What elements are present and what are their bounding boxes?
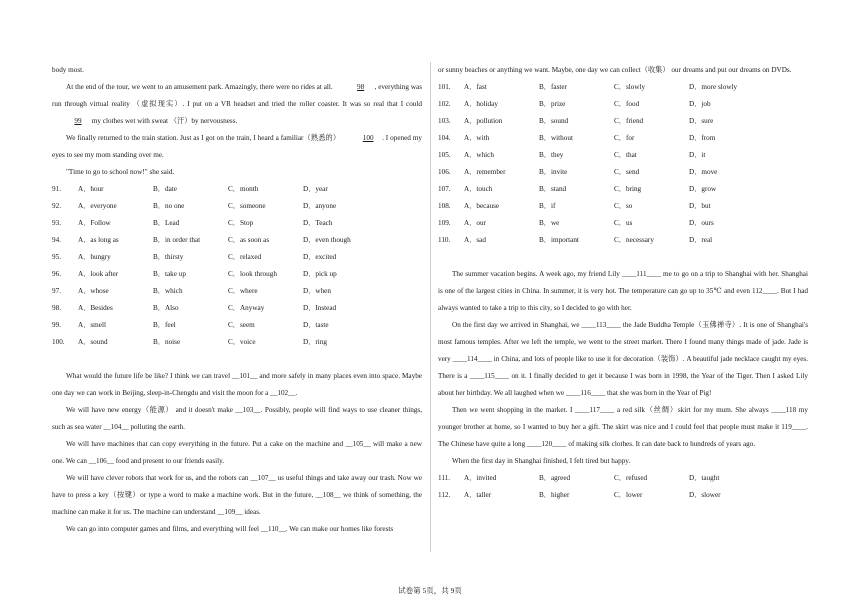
question-number: 105.	[438, 151, 451, 159]
option-c[interactable]: C．relaxed	[228, 253, 262, 261]
question-number: 107.	[438, 185, 451, 193]
option-row	[52, 334, 422, 351]
option-c[interactable]: C．month	[228, 185, 259, 193]
question-number: 98.	[52, 304, 61, 312]
option-row	[438, 79, 808, 96]
option-b[interactable]: B．stand	[539, 185, 567, 193]
option-a[interactable]: A．hour	[78, 185, 104, 193]
option-a[interactable]: A．sad	[464, 236, 486, 244]
passage-continuation: body most.	[52, 66, 84, 74]
option-d[interactable]: D．taste	[303, 321, 329, 329]
option-a[interactable]: A．fast	[464, 83, 487, 91]
option-c[interactable]: C．slowly	[614, 83, 646, 91]
question-number: 111.	[438, 474, 451, 482]
option-c[interactable]: C．necessary	[614, 236, 654, 244]
option-row	[52, 317, 422, 334]
option-b[interactable]: B．important	[539, 236, 579, 244]
option-row	[438, 96, 808, 113]
question-number: 96.	[52, 270, 61, 278]
option-b[interactable]: B．they	[539, 151, 564, 159]
option-row	[52, 198, 422, 215]
option-row	[52, 266, 422, 283]
option-row	[52, 215, 422, 232]
option-row	[438, 487, 808, 504]
option-d[interactable]: D．more slowly	[689, 83, 738, 91]
option-a[interactable]: A．hungry	[78, 253, 111, 261]
option-d[interactable]: D．taught	[689, 474, 720, 482]
question-number: 97.	[52, 287, 61, 295]
passage-paragraph: When the first day in Shanghai finished, I felt tired but happy.	[452, 457, 631, 465]
option-row	[438, 198, 808, 215]
option-a[interactable]: A．sound	[78, 338, 108, 346]
option-a[interactable]: A．as long as	[78, 236, 119, 244]
option-c[interactable]: C．bring	[614, 185, 642, 193]
option-row	[52, 232, 422, 249]
option-row	[52, 249, 422, 266]
option-b[interactable]: B．invite	[539, 168, 568, 176]
option-a[interactable]: A．because	[464, 202, 500, 210]
question-number: 95.	[52, 253, 61, 261]
option-d[interactable]: D．from	[689, 134, 716, 142]
option-a[interactable]: A．Follow	[78, 219, 111, 227]
option-b[interactable]: B．faster	[539, 83, 567, 91]
question-number: 103.	[438, 117, 451, 125]
option-c[interactable]: C．seem	[228, 321, 255, 329]
blank-98[interactable]: 98	[357, 83, 365, 91]
option-row	[438, 113, 808, 130]
option-d[interactable]: D．Teach	[303, 219, 333, 227]
options-list	[438, 79, 808, 249]
question-number: 94.	[52, 236, 61, 244]
question-number: 104.	[438, 134, 451, 142]
option-a[interactable]: A．everyone	[78, 202, 117, 210]
passage-future-life	[52, 368, 422, 538]
option-b[interactable]: B．Lead	[153, 219, 180, 227]
option-row	[438, 164, 808, 181]
option-b[interactable]: B．we	[539, 219, 560, 227]
question-number: 110.	[438, 236, 451, 244]
option-c[interactable]: C．friend	[614, 117, 644, 125]
passage-shanghai-trip	[438, 266, 808, 470]
option-d[interactable]: D．when	[303, 287, 331, 295]
option-d[interactable]: D．ours	[689, 219, 714, 227]
question-number: 102.	[438, 100, 451, 108]
option-b[interactable]: B．agreed	[539, 474, 571, 482]
question-number: 106.	[438, 168, 451, 176]
left-column	[52, 62, 422, 538]
passage-paragraph: On the first day we arrived in Shanghai, we ____113____ the Jade Buddha Temple（玉佛禅寺）. It is one of Shanghai's most famous temples. After we left the temple, we went to the street market. There I found many things made of jade. Jade is very ____114____ in China, and lots of people like to use it for decoration（装饰）. A beautiful jade necklace caught my eyes. There is a ____115____ on it. I finally decided to get it because I was born in 1998, the Year of the Tiger. Then I asked Lily about her birthday. We all laughed when we ____116____ that she was born in the Year of Pig!	[438, 321, 808, 397]
option-row	[438, 147, 808, 164]
page-footer: 试卷第 5页，共 9页	[398, 586, 462, 595]
option-c[interactable]: C．refused	[614, 474, 648, 482]
option-c[interactable]: C．look through	[228, 270, 277, 278]
option-b[interactable]: B．sound	[539, 117, 569, 125]
option-row	[438, 232, 808, 249]
option-d[interactable]: D．Instead	[303, 304, 337, 312]
option-c[interactable]: C．so	[614, 202, 633, 210]
passage-paragraph: We finally returned to the train station. Just as I got on the train, I heard a familiar（熟悉的） 100 . I opened my eyes to see my mom standing over me.	[52, 130, 422, 164]
option-b[interactable]: B．without	[539, 134, 573, 142]
option-row	[438, 470, 808, 487]
blank-100[interactable]: 100	[362, 134, 374, 142]
options-list	[438, 470, 808, 504]
option-b[interactable]: B．thirsty	[153, 253, 184, 261]
option-a[interactable]: A．touch	[464, 185, 493, 193]
option-d[interactable]: D．sure	[689, 117, 714, 125]
option-b[interactable]: B．which	[153, 287, 183, 295]
passage-paragraph: "Time to go to school now!" she said.	[66, 168, 175, 176]
option-b[interactable]: B．prize	[539, 100, 566, 108]
option-d[interactable]: D．real	[689, 236, 713, 244]
option-d[interactable]: D．move	[689, 168, 718, 176]
option-a[interactable]: A．remember	[464, 168, 506, 176]
option-c[interactable]: C．as soon as	[228, 236, 270, 244]
passage-paragraph: We will have new energy（能源） and it doesn't make __103__. Possibly, people will find ways to use cleaner things, such as sea water __104__ polluting the earth.	[52, 406, 422, 431]
passage-paragraph: At the end of the tour, we went to an amusement park. Amazingly, there were no rides at all. 98 , everything was run through virtual reality （虚拟现实）. I put on a VR headset and tried the roller coaster. It was so real that I could 99 my clothes wet with sweat （汗）by nervousness.	[52, 79, 422, 130]
option-b[interactable]: B．higher	[539, 491, 570, 499]
options-list	[52, 181, 422, 351]
option-d[interactable]: D．even though	[303, 236, 351, 244]
option-c[interactable]: C．lower	[614, 491, 643, 499]
option-b[interactable]: B．date	[153, 185, 177, 193]
option-c[interactable]: C．Stop	[228, 219, 254, 227]
option-d[interactable]: D．year	[303, 185, 328, 193]
option-b[interactable]: B．feel	[153, 321, 176, 329]
option-c[interactable]: C．someone	[228, 202, 266, 210]
passage-paragraph: Then we went shopping in the market. I ____117____ a red silk（丝绸）skirt for my mum. She always ____118 my younger brother at home, so I wanted to buy her a gift. The skirt was nice and I could feel that people must make it 119____. The Chinese have quite a long ____120____ of making silk clothes. It can date back to hundreds of years ago.	[438, 406, 808, 448]
option-c[interactable]: C．that	[614, 151, 637, 159]
blank-99[interactable]: 99	[74, 117, 82, 125]
option-d[interactable]: D．job	[689, 100, 711, 108]
option-a[interactable]: A．look after	[78, 270, 119, 278]
column-divider	[430, 62, 431, 552]
option-d[interactable]: D．slower	[689, 491, 721, 499]
passage-paragraph: What would the future life be like? I think we can travel __101__ and more safely in many places even into space. Maybe one day we can work in Beijing, sleep-in-Chengdu and visit the moon for a __102__.	[52, 372, 422, 397]
option-d[interactable]: D．pick up	[303, 270, 337, 278]
option-b[interactable]: B．noise	[153, 338, 181, 346]
option-d[interactable]: D．it	[689, 151, 706, 159]
passage-paragraph: The summer vacation begins. A week ago, my friend Lily ____111____ me to go on a trip to Shanghai with her. Shanghai is one of the largest cities in China. In summer, it is very hot. The temperature can go up to 35℃ and even 112____. But I had always wanted to take a trip to this city, so I decided to go with her.	[438, 270, 808, 312]
option-a[interactable]: A．smell	[78, 321, 106, 329]
question-number: 99.	[52, 321, 61, 329]
option-b[interactable]: B．in order that	[153, 236, 201, 244]
question-number: 101.	[438, 83, 451, 91]
option-d[interactable]: D．but	[689, 202, 711, 210]
question-number: 109.	[438, 219, 451, 227]
option-b[interactable]: B．take up	[153, 270, 186, 278]
passage-paragraph: We will have clever robots that work for us, and the robots can __107__ us useful things and take away our trash. Now we have to press a key（按键）or type a word to make a machine work. But in the future, __108__ we think of something, the machine can make it for us. The machine can understand __109__ ideas.	[52, 474, 422, 516]
option-b[interactable]: B．Also	[153, 304, 179, 312]
option-c[interactable]: C．Anyway	[228, 304, 265, 312]
question-number: 92.	[52, 202, 61, 210]
option-a[interactable]: A．our	[464, 219, 486, 227]
option-row	[438, 130, 808, 147]
option-a[interactable]: A．invited	[464, 474, 497, 482]
option-a[interactable]: A．Besides	[78, 304, 113, 312]
option-c[interactable]: C．where	[228, 287, 258, 295]
option-row	[52, 283, 422, 300]
option-d[interactable]: D．anyone	[303, 202, 337, 210]
option-c[interactable]: C．send	[614, 168, 640, 176]
option-a[interactable]: A．holiday	[464, 100, 498, 108]
option-d[interactable]: D．excited	[303, 253, 337, 261]
question-number: 112.	[438, 491, 451, 499]
option-b[interactable]: B．no one	[153, 202, 185, 210]
question-number: 93.	[52, 219, 61, 227]
option-row	[52, 300, 422, 317]
option-row	[438, 181, 808, 198]
option-d[interactable]: D．ring	[303, 338, 327, 346]
option-c[interactable]: C．food	[614, 100, 640, 108]
option-row	[438, 215, 808, 232]
option-c[interactable]: C．voice	[228, 338, 256, 346]
option-a[interactable]: A．whose	[78, 287, 109, 295]
option-c[interactable]: C．us	[614, 219, 633, 227]
question-number: 108.	[438, 202, 451, 210]
option-a[interactable]: A．which	[464, 151, 494, 159]
option-a[interactable]: A．pollution	[464, 117, 503, 125]
option-row	[52, 181, 422, 198]
passage-paragraph: We will have machines that can copy everything in the future. Put a cake on the machine and __105__ will make a new one. We can __106__ food and present to our friends easily.	[52, 440, 422, 465]
passage-paragraph: We can go into computer games and films, and everything will feel __110__. We can make our homes like forests	[66, 525, 394, 533]
right-column	[438, 62, 808, 504]
question-number: 91.	[52, 185, 61, 193]
option-d[interactable]: D．grow	[689, 185, 717, 193]
option-b[interactable]: B．if	[539, 202, 556, 210]
option-a[interactable]: A．taller	[464, 491, 492, 499]
question-number: 100.	[52, 338, 65, 346]
option-c[interactable]: C．for	[614, 134, 635, 142]
option-a[interactable]: A．with	[464, 134, 490, 142]
passage-continuation: or sunny beaches or anything we want. Maybe, one day we can collect（收集） our dreams and put our dreams on DVDs.	[438, 66, 792, 74]
